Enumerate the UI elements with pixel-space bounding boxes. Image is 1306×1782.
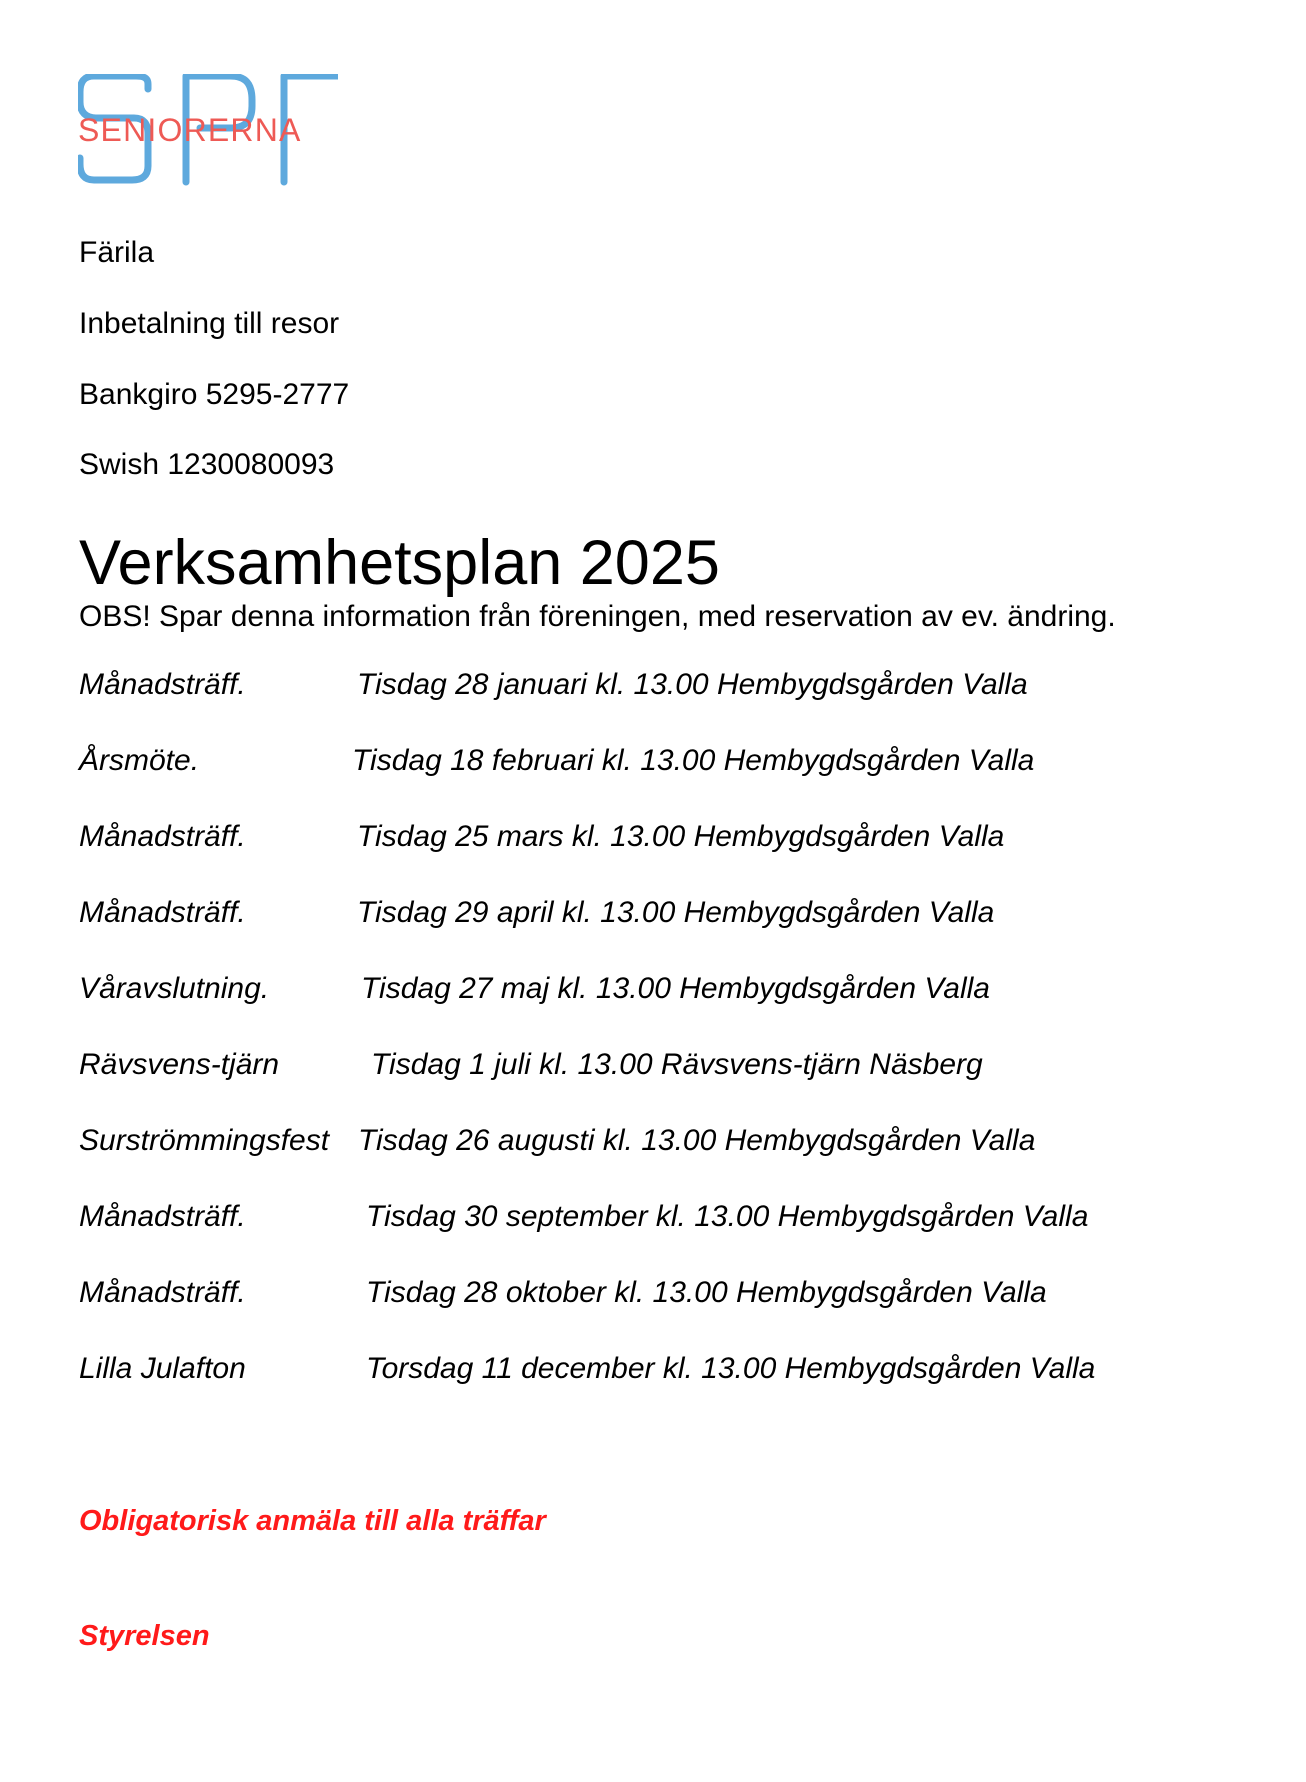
event-name: Månadsträff. bbox=[79, 820, 246, 853]
event-name: Månadsträff. bbox=[79, 1200, 246, 1233]
swish-text: Swish 1230080093 bbox=[79, 448, 335, 481]
event-details: Torsdag 11 december kl. 13.00 Hembygdsgården Valla bbox=[366, 1352, 1096, 1385]
event-details: Tisdag 25 mars kl. 13.00 Hembygdsgården Valla bbox=[357, 820, 1005, 853]
event-details: Tisdag 29 april kl. 13.00 Hembygdsgården Valla bbox=[357, 896, 995, 929]
schedule-row bbox=[79, 969, 1279, 1009]
event-name: Månadsträff. bbox=[79, 896, 246, 929]
signature-text: Styrelsen bbox=[79, 1620, 210, 1652]
event-name: Årsmöte. bbox=[79, 744, 200, 777]
event-name: Månadsträff. bbox=[79, 1276, 246, 1309]
event-details: Tisdag 28 oktober kl. 13.00 Hembygdsgården Valla bbox=[366, 1276, 1047, 1309]
schedule-row bbox=[79, 1197, 1279, 1237]
event-name: Våravslutning. bbox=[79, 972, 270, 1005]
event-name: Rävsvens-tjärn bbox=[79, 1048, 280, 1081]
logo-wordmark: SENIORERNA bbox=[78, 112, 302, 148]
event-details: Tisdag 30 september kl. 13.00 Hembygdsgården Valla bbox=[366, 1200, 1089, 1233]
schedule-row bbox=[79, 1045, 1279, 1085]
schedule-row bbox=[79, 665, 1279, 705]
schedule-row bbox=[79, 893, 1279, 933]
schedule-row bbox=[79, 1121, 1279, 1161]
schedule-row bbox=[79, 817, 1279, 857]
bankgiro-text: Bankgiro 5295-2777 bbox=[79, 378, 350, 411]
event-details: Tisdag 18 februari kl. 13.00 Hembygdsgården Valla bbox=[352, 744, 1035, 777]
registration-notice: Obligatorisk anmäla till alla träffar bbox=[79, 1505, 546, 1537]
location-text: Färila bbox=[79, 236, 155, 269]
event-details: Tisdag 26 augusti kl. 13.00 Hembygdsgården Valla bbox=[358, 1124, 1036, 1157]
event-details: Tisdag 28 januari kl. 13.00 Hembygdsgården Valla bbox=[357, 668, 1028, 701]
event-name: Månadsträff. bbox=[79, 668, 246, 701]
event-name: Lilla Julafton bbox=[79, 1352, 246, 1385]
payment-heading: Inbetalning till resor bbox=[79, 307, 340, 340]
schedule-row bbox=[79, 1349, 1279, 1389]
event-details: Tisdag 1 juli kl. 13.00 Rävsvens-tjärn Näsberg bbox=[371, 1048, 983, 1081]
schedule-row bbox=[79, 741, 1279, 781]
page-title: Verksamhetsplan 2025 bbox=[79, 528, 720, 598]
schedule-row bbox=[79, 1273, 1279, 1313]
event-name: Surströmmingsfest bbox=[79, 1124, 330, 1157]
page-subtitle: OBS! Spar denna information från föreningen, med reservation av ev. ändring. bbox=[79, 600, 1116, 633]
spf-seniorerna-logo bbox=[78, 74, 338, 186]
event-details: Tisdag 27 maj kl. 13.00 Hembygdsgården Valla bbox=[361, 972, 990, 1005]
